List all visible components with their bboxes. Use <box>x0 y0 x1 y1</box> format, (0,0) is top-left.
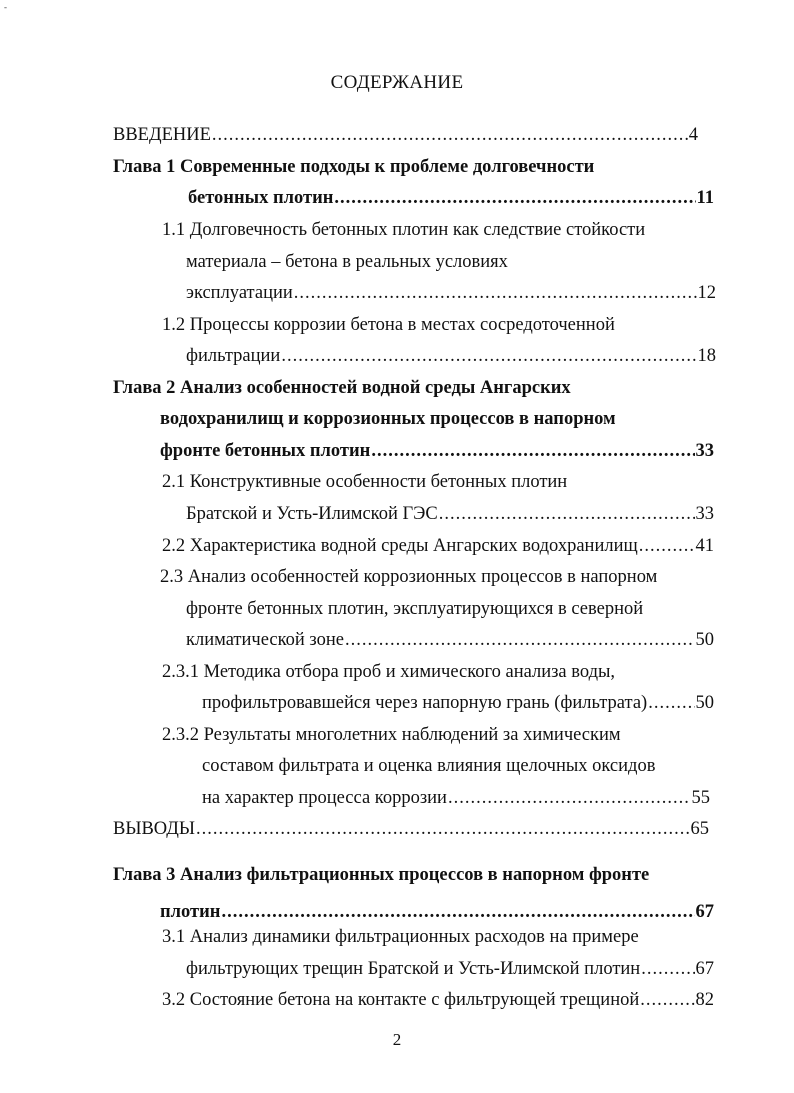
toc-chapter2-line3 <box>160 438 714 464</box>
toc-label: 3.1 Анализ динамики фильтрационных расходов на примере <box>162 927 639 947</box>
toc-label: 2.1 Конструктивные особенности бетонных плотин <box>162 472 568 492</box>
toc-label: 3.2 Состояние бетона на контакте с фильтрующей трещиной <box>162 990 640 1010</box>
toc-section-1-2-line2 <box>186 343 716 369</box>
toc-label: Глава 2 Анализ особенностей водной среды Ангарских <box>113 378 571 398</box>
dot-leader <box>334 185 695 211</box>
toc-section-2-1-line2 <box>186 501 714 527</box>
toc-section-1-2-line1 <box>162 312 615 338</box>
toc-section-2-3-line1 <box>160 564 657 590</box>
toc-label: водохранилищ и коррозионных процессов в напорном <box>160 409 616 429</box>
dot-leader <box>212 122 688 148</box>
toc-label: фронте бетонных плотин, эксплуатирующихся в северной <box>186 599 644 619</box>
page-number: 2 <box>392 1030 402 1049</box>
toc-chapter2-line1 <box>113 375 571 401</box>
dot-leader <box>345 627 695 653</box>
toc-chapter3-line1 <box>113 862 649 888</box>
toc-label: фильтрации <box>186 346 281 366</box>
page-title: СОДЕРЖАНИЕ <box>330 72 464 93</box>
toc-entry-conclusions <box>113 816 709 842</box>
toc-label: фильтрующих трещин Братской и Усть-Илимской плотин <box>186 959 641 979</box>
toc-page-number: 65 <box>690 819 709 839</box>
dot-leader <box>648 690 694 716</box>
toc-page-number: 12 <box>697 283 716 303</box>
toc-label: 1.2 Процессы коррозии бетона в местах сосредоточенной <box>162 315 615 335</box>
toc-label: эксплуатации <box>186 283 293 303</box>
toc-section-1-1-line2 <box>186 249 508 275</box>
dot-leader <box>281 343 696 369</box>
toc-label: фронте бетонных плотин <box>160 441 371 461</box>
dot-leader <box>448 785 691 811</box>
toc-label: Глава 3 Анализ фильтрационных процессов в напорном фронте <box>113 865 650 885</box>
toc-label: ВЫВОДЫ <box>113 819 196 839</box>
toc-page-number: 50 <box>695 630 714 650</box>
dot-leader <box>371 438 694 464</box>
toc-section-2-3-2-line2 <box>202 753 655 779</box>
toc-entry-intro <box>113 122 698 148</box>
toc-page-number: 41 <box>695 536 714 556</box>
toc-label: Глава 1 Современные подходы к проблеме долговечности <box>113 157 595 177</box>
toc-label: бетонных плотин <box>188 188 334 208</box>
toc-label: материала – бетона в реальных условиях <box>186 252 508 272</box>
dot-leader <box>196 816 689 842</box>
toc-section-2-1-line1 <box>162 469 567 495</box>
toc-page-number: 4 <box>688 125 698 145</box>
toc-section-2-3-line2 <box>186 596 643 622</box>
dot-leader <box>439 501 695 527</box>
toc-section-3-2 <box>162 987 714 1013</box>
toc-section-2-3-line3 <box>186 627 714 653</box>
toc-section-3-1-line1 <box>162 924 639 950</box>
dot-leader <box>641 956 694 982</box>
toc-page-number: 33 <box>695 504 714 524</box>
toc-section-3-1-line2 <box>186 956 714 982</box>
toc-label: 2.3 Анализ особенностей коррозионных процессов в напорном <box>160 567 658 587</box>
toc-page-number: 55 <box>691 788 710 808</box>
toc-label: Братской и Усть-Илимской ГЭС <box>186 504 438 524</box>
toc-section-2-3-1-line1 <box>162 659 615 685</box>
toc-page-number: 18 <box>697 346 716 366</box>
toc-chapter1-line1 <box>113 154 594 180</box>
toc-page-number: 67 <box>695 902 714 922</box>
dot-leader <box>294 280 697 306</box>
dot-leader <box>640 987 694 1013</box>
toc-label: 1.1 Долговечность бетонных плотин как следствие стойкости <box>162 220 646 240</box>
toc-label: 2.3.2 Результаты многолетних наблюдений за химическим <box>162 725 621 745</box>
toc-page-number: 67 <box>695 959 714 979</box>
toc-label: профильтровавшейся через напорную грань (фильтрата) <box>202 693 648 713</box>
toc-section-2-3-2-line1 <box>162 722 621 748</box>
toc-label: ВВЕДЕНИЕ <box>113 125 211 145</box>
toc-page-number: 33 <box>695 441 714 461</box>
toc-chapter3-line2 <box>160 899 714 925</box>
toc-label: 2.3.1 Методика отбора проб и химического анализа воды, <box>162 662 616 682</box>
dot-leader <box>639 533 695 559</box>
toc-chapter2-line2 <box>160 406 616 432</box>
toc-label: 2.2 Характеристика водной среды Ангарских водохранилищ <box>162 536 638 556</box>
toc-page-number: 11 <box>696 188 714 208</box>
toc-label: плотин <box>160 902 221 922</box>
toc-section-1-1-line3 <box>186 280 716 306</box>
scan-corner-mark: - <box>4 2 7 12</box>
toc-label: климатической зоне <box>186 630 344 650</box>
toc-section-2-3-1-line2 <box>202 690 714 716</box>
dot-leader <box>221 899 694 925</box>
toc-section-1-1-line1 <box>162 217 645 243</box>
toc-label: на характер процесса коррозии <box>202 788 447 808</box>
toc-page-number: 82 <box>695 990 714 1010</box>
toc-label: составом фильтрата и оценка влияния щелочных оксидов <box>202 756 656 776</box>
toc-section-2-2 <box>162 533 714 559</box>
toc-section-2-3-2-line3 <box>202 785 710 811</box>
toc-chapter1-line2 <box>188 185 714 211</box>
toc-page-number: 50 <box>695 693 714 713</box>
